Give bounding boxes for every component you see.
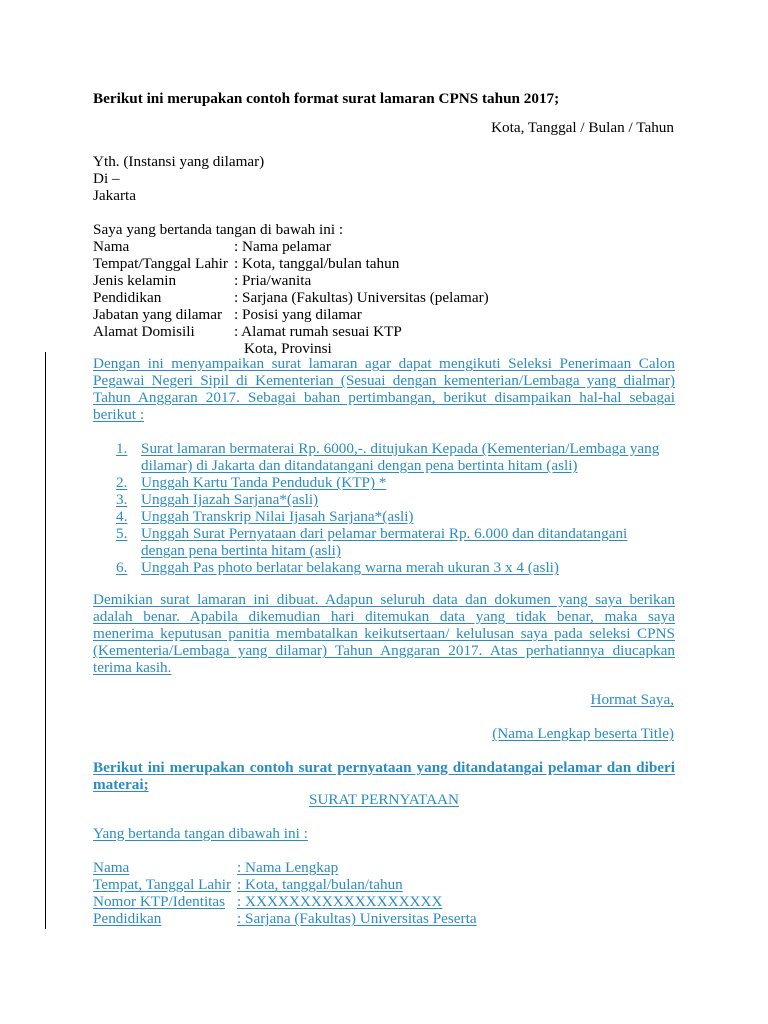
change-bar — [45, 352, 46, 929]
intro-title: Berikut ini merupakan contoh format surat lamaran CPNS tahun 2017; — [93, 90, 560, 107]
applicant-field-value: : Nama pelamar — [234, 238, 331, 255]
list-item-line: Unggah Ijazah Sarjana*(asli) — [141, 491, 319, 508]
statement-field-value: : XXXXXXXXXXXXXXXXXX — [237, 893, 443, 910]
paragraph-1-line: Dengan ini menyampaikan surat lamaran agar dapat mengikuti Seleksi Penerimaan Calon — [93, 355, 675, 372]
list-item-line: Unggah Transkrip Nilai Ijasah Sarjana*(asli) — [141, 508, 414, 525]
closing: Hormat Saya, — [590, 691, 674, 708]
applicant-field-label: Jabatan yang dilamar — [93, 306, 223, 323]
applicant-field-value: : Alamat rumah sesuai KTP — [234, 323, 402, 340]
paragraph-1-line: Tahun Anggaran 2017. Sebagai bahan pertimbangan, berikut disampaikan hal-hal sebagai — [93, 389, 675, 406]
statement-opening: Yang bertanda tangan dibawah ini : — [93, 825, 308, 842]
list-number: 3. — [116, 491, 128, 508]
list-item-line: Unggah Surat Pernyataan dari pelamar bermaterai Rp. 6.000 dan ditandatangani — [141, 525, 628, 542]
address-line-1: Yth. (Instansi yang dilamar) — [93, 153, 265, 170]
applicant-field-label: Jenis kelamin — [93, 272, 177, 289]
applicant-field-label: Pendidikan — [93, 289, 162, 306]
paragraph-2-line: adalah benar. Apabila dikemudian hari ditemukan data yang tidak benar, maka saya — [93, 608, 675, 625]
applicant-field-value: : Sarjana (Fakultas) Universitas (pelamar) — [234, 289, 489, 306]
statement-title: SURAT PERNYATAAN — [309, 791, 459, 808]
opening-line: Saya yang bertanda tangan di bawah ini : — [93, 221, 344, 238]
statement-intro-line: materai; — [93, 776, 149, 793]
list-number: 1. — [116, 440, 128, 457]
date-line: Kota, Tanggal / Bulan / Tahun — [491, 119, 674, 136]
list-number: 6. — [116, 559, 128, 576]
list-number: 5. — [116, 525, 128, 542]
statement-intro-line: Berikut ini merupakan contoh surat pernyataan yang ditandatangai pelamar dan diberi — [93, 759, 675, 776]
applicant-field-value: : Posisi yang dilamar — [234, 306, 362, 323]
list-item-line: dilamar) di Jakarta dan ditandatangani dengan pena bertinta hitam (asli) — [141, 457, 578, 474]
paragraph-2-line: terima kasih. — [93, 659, 172, 676]
statement-field-label: Tempat, Tanggal Lahir — [93, 876, 232, 893]
applicant-field-value: : Kota, tanggal/bulan tahun — [234, 255, 400, 272]
list-item-line: Unggah Pas photo berlatar belakang warna merah ukuran 3 x 4 (asli) — [141, 559, 559, 576]
paragraph-1-line: berikut : — [93, 406, 145, 423]
statement-field-label: Nama — [93, 859, 130, 876]
paragraph-2-line: (Kementeria/Lembaga yang dilamar) Tahun Anggaran 2017. Atas perhatiannya diucapkan — [93, 642, 675, 659]
applicant-field-label: Tempat/Tanggal Lahir — [93, 255, 228, 272]
statement-field-value: : Nama Lengkap — [237, 859, 339, 876]
list-number: 2. — [116, 474, 128, 491]
applicant-field-label: Nama — [93, 238, 130, 255]
paragraph-2-line: menerima keputusan panitia membatalkan keikutsertaan/ kelulusan saya pada seleksi CPNS — [93, 625, 675, 642]
list-number: 4. — [116, 508, 128, 525]
statement-field-value: : Sarjana (Fakultas) Universitas Peserta — [237, 910, 477, 927]
paragraph-2-line: Demikian surat lamaran ini dibuat. Adapun seluruh data dan dokumen yang saya berikan — [93, 591, 675, 608]
address-line-3: Jakarta — [93, 187, 137, 204]
applicant-field-label: Alamat Domisili — [93, 323, 195, 340]
paragraph-1-line: Pegawai Negeri Sipil di Kementerian (Sesuai dengan kementerian/Lembaga yang dialmar) — [93, 372, 675, 389]
signature: (Nama Lengkap beserta Title) — [492, 725, 674, 742]
address-line-2: Di – — [93, 170, 120, 187]
list-item-line: Surat lamaran bermaterai Rp. 6000,-. ditujukan Kepada (Kementerian/Lembaga yang — [141, 440, 660, 457]
statement-field-label: Pendidikan — [93, 910, 162, 927]
list-item-line: dengan pena bertinta hitam (asli) — [141, 542, 341, 559]
list-item-line: Unggah Kartu Tanda Penduduk (KTP) * — [141, 474, 387, 491]
statement-field-label: Nomor KTP/Identitas — [93, 893, 226, 910]
applicant-field-value: : Pria/wanita — [234, 272, 312, 289]
address-continuation: Kota, Provinsi — [244, 340, 332, 357]
statement-field-value: : Kota, tanggal/bulan/tahun — [237, 876, 403, 893]
